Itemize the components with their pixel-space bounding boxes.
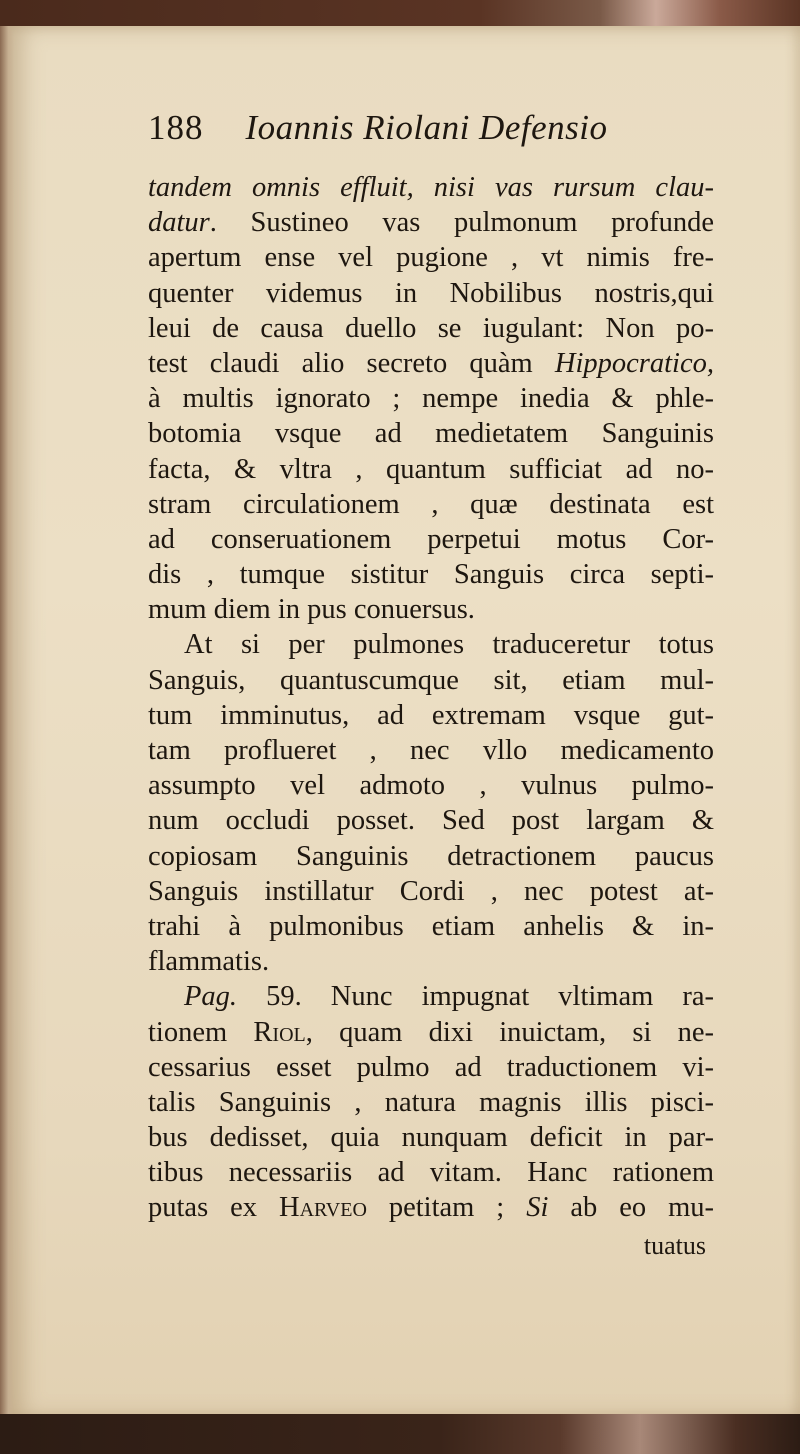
text-segment: petitam ; [366, 1192, 527, 1224]
text-segment: 59. Nunc impugnat vltimam ra- [237, 981, 714, 1013]
text-line [148, 381, 714, 416]
text-line [148, 522, 714, 557]
text-line [148, 944, 714, 979]
text-line [148, 663, 714, 698]
text-segment: apertum ense vel pugione , vt nimis fre- [148, 242, 714, 274]
text-segment: botomia vsque ad medietatem Sanguinis [148, 418, 714, 450]
text-segment: At si per pulmones traduceretur totus [184, 629, 714, 661]
text-segment: num occludi posset. Sed post largam & [148, 805, 714, 837]
text-line [148, 733, 714, 768]
text-segment: tionem [148, 1016, 254, 1048]
text-segment: ad conseruationem perpetui motus Cor- [148, 523, 714, 555]
running-title: Ioannis Riolani Defensio [245, 108, 608, 147]
text-segment: test claudi alio secreto quàm [148, 347, 555, 379]
text-line [148, 1120, 714, 1155]
text-segment: copiosam Sanguinis detractionem paucus [148, 840, 714, 872]
text-line [148, 839, 714, 874]
text-segment: stram circulationem , quæ destinata est [148, 488, 714, 520]
text-segment: tum imminutus, ad extremam vsque gut- [148, 699, 714, 731]
text-segment: Harveo [279, 1192, 367, 1224]
text-segment: Riol [253, 1016, 306, 1048]
body-text [148, 170, 714, 1226]
text-segment: à multis ignorato ; nempe inedia & phle- [148, 383, 714, 415]
text-segment: trahi à pulmonibus etiam anhelis & in- [148, 910, 714, 942]
text-segment: bus dedisset, quia nunquam deficit in par- [148, 1122, 714, 1154]
text-line [148, 416, 714, 451]
text-segment: Hippocratico, [554, 347, 714, 379]
text-line [148, 1190, 714, 1225]
text-segment: leui de causa duello se iugulant: Non po- [148, 312, 714, 344]
text-segment: Sanguis instillatur Cordi , nec potest at- [148, 875, 714, 907]
text-segment: tam proflueret , nec vllo medicamento [148, 735, 714, 766]
text-line [148, 276, 714, 311]
text-segment: quenter videmus in Nobilibus nostris,qui [148, 277, 714, 309]
text-segment: . Sustineo vas pulmonum profunde [209, 207, 714, 239]
text-line [148, 240, 714, 275]
catchword: tuatus [643, 1230, 706, 1260]
text-line [148, 1015, 714, 1050]
text-segment: tandem omnis effluit, nisi vas rursum clau- [148, 172, 714, 203]
text-line [148, 768, 714, 803]
text-line [148, 803, 714, 838]
text-segment: dis , tumque sistitur Sanguis circa septi- [148, 559, 714, 591]
catchword-row [148, 1226, 714, 1266]
text-segment: Pag. [184, 981, 238, 1013]
text-segment: ab eo mu- [548, 1192, 715, 1224]
text-segment: putas ex [148, 1192, 280, 1224]
text-segment: tibus necessariis ad vitam. Hanc rationem [148, 1157, 714, 1189]
page-gutter-edge [0, 26, 14, 1418]
text-line [148, 1085, 714, 1120]
text-segment: Sanguis, quantuscumque sit, etiam mul- [148, 664, 714, 696]
text-line [148, 487, 714, 522]
text-line [148, 346, 714, 381]
text-line [148, 1155, 714, 1190]
text-segment: facta, & vltra , quantum sufficiat ad no- [148, 453, 714, 485]
text-line [148, 205, 714, 240]
text-segment: talis Sanguinis , natura magnis illis pisci- [148, 1086, 714, 1118]
text-segment: assumpto vel admoto , vulnus pulmo- [148, 770, 714, 802]
page-number: 188 [148, 108, 204, 147]
text-segment: mum diem in pus conuersus. [148, 594, 475, 626]
text-segment: Si [526, 1192, 549, 1224]
text-segment: cessarius esset pulmo ad traductionem vi- [148, 1051, 714, 1083]
running-head [148, 108, 714, 170]
text-line [148, 874, 714, 909]
text-line [148, 1050, 714, 1085]
text-line [148, 170, 714, 205]
text-line [148, 627, 714, 662]
text-segment: , quam dixi inuictam, si ne- [305, 1016, 715, 1048]
text-line [148, 557, 714, 592]
text-line [148, 979, 714, 1014]
text-line [148, 452, 714, 487]
text-line [148, 698, 714, 733]
text-line [148, 311, 714, 346]
book-binding-bottom [0, 1414, 800, 1454]
text-line [148, 592, 714, 627]
text-segment: flammatis. [148, 946, 270, 978]
text-line [148, 909, 714, 944]
page-text-block [148, 108, 714, 1266]
text-segment: datur [148, 207, 210, 239]
